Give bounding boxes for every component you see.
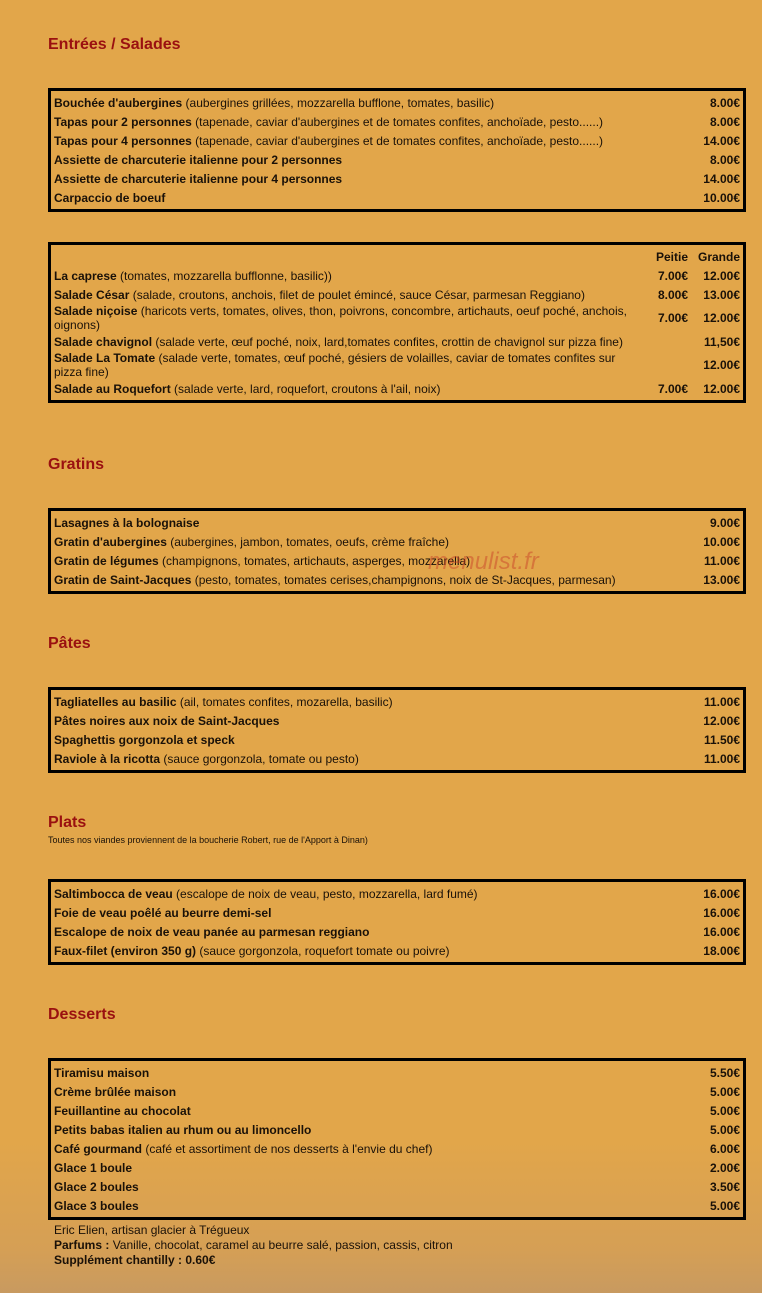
menu-item-row	[54, 1196, 740, 1215]
item-desc: (sauce gorgonzola, tomate ou pesto)	[160, 751, 359, 766]
item-name: Feuillantine au chocolat	[54, 1103, 191, 1118]
header-large: Grande	[697, 249, 740, 264]
item-text	[54, 382, 636, 396]
item-price: 16.00€	[703, 886, 740, 901]
item-name: Café gourmand	[54, 1141, 143, 1156]
item-price: 5.00€	[709, 1103, 740, 1118]
item-text	[54, 535, 660, 549]
menu-item-row	[54, 749, 740, 768]
plats-table	[48, 879, 746, 965]
menu-item-row	[54, 711, 740, 730]
item-price-large: 12.00€	[703, 311, 740, 325]
item-name: Glace 3 boules	[54, 1198, 139, 1213]
item-text	[54, 269, 636, 283]
item-name: Raviole à la ricotta	[54, 751, 161, 766]
item-price-small: 7.00€	[657, 381, 688, 396]
section-title-entrees: Entrées / Salades	[48, 36, 181, 53]
item-text	[54, 1104, 660, 1118]
item-name: Petits babas italien au rhum ou au limoncello	[54, 1122, 312, 1137]
menu-item-row	[54, 532, 740, 551]
menu-item-row	[54, 730, 740, 749]
item-text	[54, 1066, 660, 1080]
item-text	[54, 1123, 660, 1137]
item-desc: (salade verte, lard, roquefort, croutons à l'ail, noix)	[170, 381, 441, 396]
item-name: Glace 1 boule	[54, 1160, 133, 1175]
supplement-line: Supplément chantilly : 0.60€	[54, 1253, 216, 1267]
item-desc: (tapenade, caviar d'aubergines et de tomates confites, anchoïade, pesto......)	[191, 133, 604, 148]
menu-item-row	[54, 1063, 740, 1082]
item-price: 5.00€	[709, 1122, 740, 1137]
plats-note: Toutes nos viandes proviennent de la boucherie Robert, rue de l'Apport à Dinan)	[48, 835, 368, 845]
item-text	[54, 335, 636, 349]
item-price: 8.00€	[709, 114, 740, 129]
menu-item-row	[54, 903, 740, 922]
item-text	[54, 1161, 660, 1175]
parfums-line	[54, 1238, 453, 1253]
item-text	[54, 172, 660, 186]
menu-item-row	[54, 922, 740, 941]
item-text	[54, 115, 660, 129]
item-price: 14.00€	[703, 171, 740, 186]
menu-item-row	[54, 692, 740, 711]
item-desc: (escalope de noix de veau, pesto, mozzarella, lard fumé)	[172, 886, 478, 901]
item-text	[54, 714, 660, 728]
item-price: 10.00€	[703, 190, 740, 205]
item-text	[54, 1180, 660, 1194]
item-price: 11.50€	[703, 732, 740, 747]
menu-item-row	[54, 1158, 740, 1177]
item-price-small: 7.00€	[657, 268, 688, 283]
item-price: 13.00€	[703, 572, 740, 587]
item-name: Glace 2 boules	[54, 1179, 139, 1194]
item-price-small: 8.00€	[657, 287, 688, 302]
item-name: Foie de veau poêlé au beurre demi-sel	[54, 905, 272, 920]
item-price-large: 11,50€	[703, 334, 740, 349]
item-price: 9.00€	[709, 515, 740, 530]
item-text	[54, 516, 660, 530]
salade-item-row	[54, 332, 740, 351]
menu-item-row	[54, 1101, 740, 1120]
item-name: Salade La Tomate	[54, 351, 156, 365]
item-price-small: 7.00€	[657, 311, 688, 325]
entrees-table	[48, 88, 746, 212]
item-name: Gratin de légumes	[54, 553, 159, 568]
watermark-text: menulist.fr	[428, 548, 539, 575]
item-price: 2.00€	[709, 1160, 740, 1175]
section-title-plats: Plats	[48, 814, 87, 831]
menu-item-row	[54, 513, 740, 532]
item-text	[54, 153, 660, 167]
item-desc: (salade verte, œuf poché, noix, lard,tomates confites, crottin de chavignol sur pizza fine)	[152, 334, 623, 349]
parfums-text: Vanille, chocolat, caramel au beurre salé, passion, cassis, citron	[109, 1238, 453, 1252]
salades-table	[48, 242, 746, 403]
item-desc: (salade, croutons, anchois, filet de poulet émincé, sauce César, parmesan Reggiano)	[129, 287, 585, 302]
item-name: Lasagnes à la bolognaise	[54, 515, 200, 530]
item-name: Gratin de Saint-Jacques	[54, 572, 192, 587]
item-text	[54, 1199, 660, 1213]
header-small: Peitie	[655, 249, 688, 264]
menu-item-row	[54, 1120, 740, 1139]
item-price: 5.00€	[709, 1084, 740, 1099]
item-desc: (sauce gorgonzola, roquefort tomate ou poivre)	[196, 943, 450, 958]
item-price: 5.50€	[709, 1065, 740, 1080]
item-text	[54, 906, 660, 920]
item-name: Tiramisu maison	[54, 1065, 150, 1080]
glacier-line: Eric Elien, artisan glacier à Trégueux	[54, 1223, 250, 1237]
item-text	[54, 573, 660, 587]
salades-rows	[54, 266, 740, 398]
item-price: 8.00€	[709, 95, 740, 110]
item-price: 11.00€	[703, 751, 740, 766]
salade-item-row	[54, 304, 740, 332]
item-name: Tapas pour 2 personnes	[54, 114, 192, 129]
item-text	[54, 351, 636, 379]
item-text	[54, 925, 660, 939]
item-desc: (aubergines, jambon, tomates, oeufs, crème fraîche)	[166, 534, 450, 549]
salade-item-row	[54, 266, 740, 285]
item-name: Salade César	[54, 287, 130, 302]
item-name: Pâtes noires aux noix de Saint-Jacques	[54, 713, 280, 728]
menu-item-row	[54, 93, 740, 112]
item-name: Escalope de noix de veau panée au parmesan reggiano	[54, 924, 370, 939]
section-title-desserts: Desserts	[48, 1006, 116, 1023]
item-name: Salade niçoise	[54, 304, 138, 318]
dessert-footer	[54, 1223, 453, 1268]
item-text	[54, 288, 636, 302]
item-name: Crème brûlée maison	[54, 1084, 177, 1099]
menu-item-row	[54, 1139, 740, 1158]
item-name: Assiette de charcuterie italienne pour 2 personnes	[54, 152, 343, 167]
menu-item-row	[54, 112, 740, 131]
item-name: Carpaccio de boeuf	[54, 190, 166, 205]
menu-item-row	[54, 150, 740, 169]
item-price-large: 12.00€	[703, 381, 740, 396]
item-desc: (tapenade, caviar d'aubergines et de tomates confites, anchoïade, pesto......)	[191, 114, 604, 129]
item-name: Tapas pour 4 personnes	[54, 133, 192, 148]
item-price: 6.00€	[709, 1141, 740, 1156]
item-name: Salade au Roquefort	[54, 381, 171, 396]
item-name: Tagliatelles au basilic	[54, 694, 177, 709]
item-name: Salade chavignol	[54, 334, 153, 349]
item-price: 5.00€	[709, 1198, 740, 1213]
item-desc: (pesto, tomates, tomates cerises,champignons, noix de St-Jacques, parmesan)	[191, 572, 616, 587]
item-name: La caprese	[54, 268, 117, 283]
item-text	[54, 191, 660, 205]
item-price: 10.00€	[703, 534, 740, 549]
menu-item-row	[54, 941, 740, 960]
item-price: 11.00€	[703, 553, 740, 568]
item-desc: (ail, tomates confites, mozarella, basilic)	[176, 694, 393, 709]
item-price: 18.00€	[703, 943, 740, 958]
salade-item-row	[54, 285, 740, 304]
item-text	[54, 1142, 660, 1156]
menu-item-row	[54, 551, 740, 570]
item-price: 8.00€	[709, 152, 740, 167]
salade-item-row	[54, 379, 740, 398]
item-desc: (aubergines grillées, mozzarella bufflone, tomates, basilic)	[182, 95, 495, 110]
item-desc: (café et assortiment de nos desserts à l'envie du chef)	[142, 1141, 433, 1156]
item-text	[54, 944, 660, 958]
item-text	[54, 752, 660, 766]
section-title-gratins: Gratins	[48, 456, 105, 473]
menu-item-row	[54, 1082, 740, 1101]
desserts-table	[48, 1058, 746, 1220]
salades-header-row	[54, 247, 740, 266]
item-text	[54, 1085, 660, 1099]
item-text	[54, 96, 660, 110]
item-text	[54, 554, 660, 568]
menu-item-row	[54, 188, 740, 207]
menu-item-row	[54, 169, 740, 188]
item-price: 12.00€	[703, 713, 740, 728]
item-price: 11.00€	[703, 694, 740, 709]
gratins-table	[48, 508, 746, 594]
pates-table	[48, 687, 746, 773]
salade-item-row	[54, 351, 740, 379]
item-price: 16.00€	[703, 905, 740, 920]
item-price-large: 13.00€	[703, 287, 740, 302]
menu-item-row	[54, 570, 740, 589]
item-text	[54, 887, 660, 901]
item-desc: (tomates, mozzarella bufflonne, basilic))	[116, 268, 332, 283]
item-name: Assiette de charcuterie italienne pour 4 personnes	[54, 171, 343, 186]
menu-item-row	[54, 884, 740, 903]
item-name: Bouchée d'aubergines	[54, 95, 183, 110]
item-name: Saltimbocca de veau	[54, 886, 173, 901]
item-text	[54, 134, 660, 148]
item-price: 16.00€	[703, 924, 740, 939]
item-desc: (haricots verts, tomates, olives, thon, poivrons, concombre, artichauts, oeuf poché, anchois, oignons)	[54, 304, 627, 332]
menu-item-row	[54, 131, 740, 150]
item-desc: (champignons, tomates, artichauts, asperges, mozzarella)	[158, 553, 471, 568]
item-name: Gratin d'aubergines	[54, 534, 167, 549]
item-name: Faux-filet (environ 350 g)	[54, 943, 197, 958]
menu-item-row	[54, 1177, 740, 1196]
item-text	[54, 304, 636, 332]
parfums-label: Parfums :	[54, 1238, 110, 1252]
item-price-large: 12.00€	[703, 268, 740, 283]
item-text	[54, 733, 660, 747]
item-price: 3.50€	[709, 1179, 740, 1194]
item-text	[54, 695, 660, 709]
item-name: Spaghettis gorgonzola et speck	[54, 732, 235, 747]
item-price: 14.00€	[703, 133, 740, 148]
section-title-pates: Pâtes	[48, 635, 91, 652]
item-desc: (salade verte, tomates, œuf poché, gésiers de volailles, caviar de tomates confites sur pizza fine)	[54, 351, 616, 379]
item-price-large: 12.00€	[703, 358, 740, 372]
